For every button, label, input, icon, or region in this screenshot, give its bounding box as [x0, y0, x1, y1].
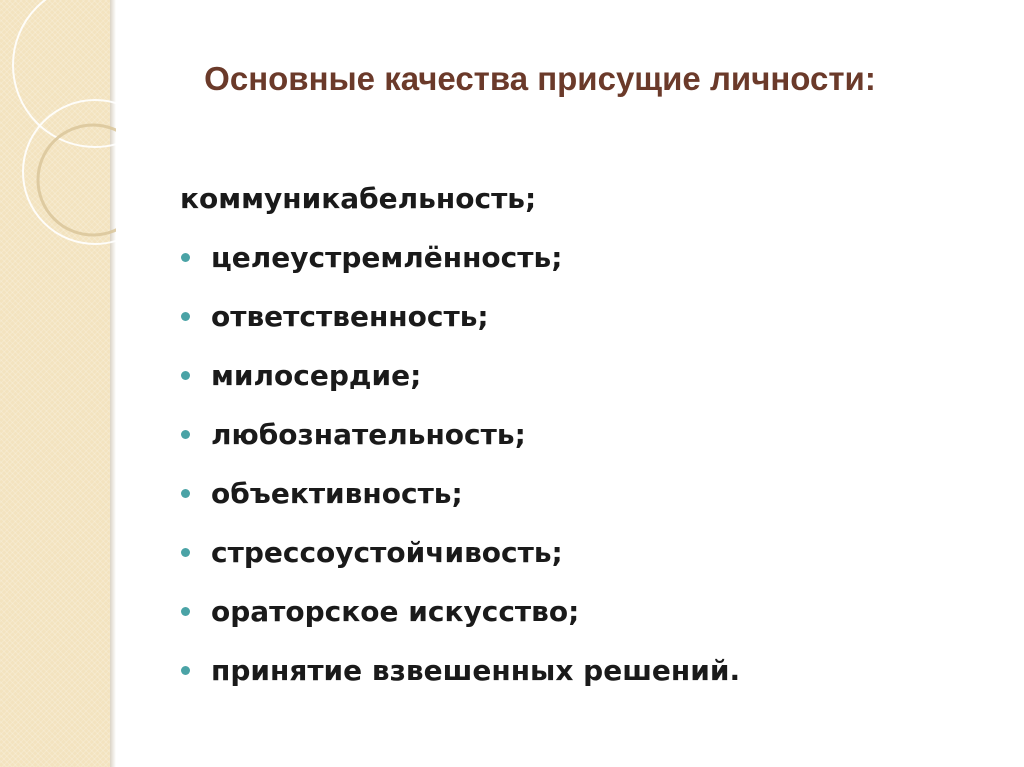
list-item: [180, 641, 980, 700]
list-item-text: милосердие;: [211, 359, 422, 392]
list-item: [180, 346, 980, 405]
slide-title: Основные качества присущие личности:: [204, 60, 876, 97]
bullet-icon: [181, 312, 190, 321]
list-item-text: ответственность;: [211, 300, 489, 333]
bullet-icon: [181, 607, 190, 616]
list-item-text: объективность;: [211, 477, 463, 510]
bullet-icon: [181, 666, 190, 675]
bullet-icon: [181, 430, 190, 439]
list-item: [180, 582, 980, 641]
list-item-text: любознательность;: [211, 418, 526, 451]
decorative-circles: [0, 0, 116, 767]
decorative-circle-inner: [38, 125, 116, 235]
list-item-text: целеустремлённость;: [211, 241, 563, 274]
list-item: [180, 228, 980, 287]
lead-item: коммуникабельность;: [180, 182, 537, 215]
list-item-text: принятие взвешенных решений.: [211, 654, 741, 687]
bullet-icon: [181, 371, 190, 380]
list-item: [180, 405, 980, 464]
list-item-text: стрессоустойчивость;: [211, 536, 563, 569]
list-item: [180, 464, 980, 523]
qualities-list: [180, 228, 980, 700]
list-item-text: ораторское искусство;: [211, 595, 580, 628]
bullet-icon: [181, 548, 190, 557]
bullet-icon: [181, 253, 190, 262]
bullet-icon: [181, 489, 190, 498]
list-item: [180, 523, 980, 582]
list-item: [180, 287, 980, 346]
slide-content: [180, 170, 980, 700]
